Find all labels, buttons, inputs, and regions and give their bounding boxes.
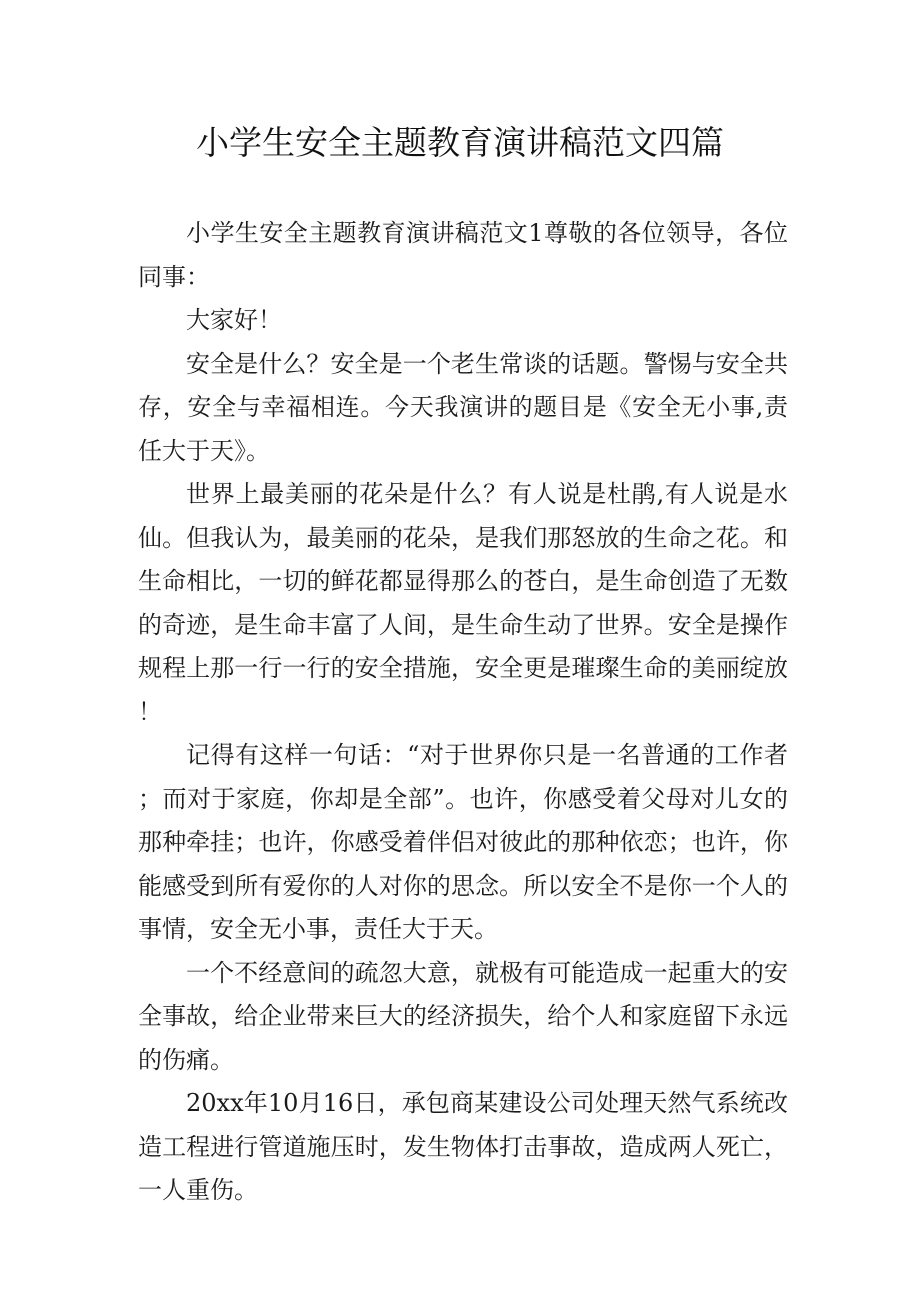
paragraph-what-is-safety: 安全是什么？安全是一个老生常谈的话题。警惕与安全共存，安全与幸福相连。今天我演讲的题目是《安全无小事,责任大于天》。 [138,349,788,465]
paragraph-accident-case: 20xx年10月16日，承包商某建设公司处理天然气系统改造工程进行管道施压时，发生物体打击事故，造成两人死亡，一人重伤。 [138,1089,788,1204]
paragraph-family: 记得有这样一句话：“对于世界你只是一名普通的工作者；而对于家庭，你却是全部”。也许，你感受着父母对儿女的那种牵挂；也许，你感受着伴侣对彼此的那种依恋；也许，你能感受到所有爱你的人对你的思念。所以安全不是你一个人的事情，安全无小事，责任大于天。 [138,741,788,943]
document-body [138,212,788,1213]
paragraph-negligence: 一个不经意间的疏忽大意，就极有可能造成一起重大的安全事故，给企业带来巨大的经济损失，给个人和家庭留下永远的伤痛。 [138,958,788,1074]
paragraph-opening: 小学生安全主题教育演讲稿范文1尊敬的各位领导，各位同事： [138,219,788,291]
paragraph-greeting: 大家好！ [186,306,282,334]
paragraph-flower-of-life: 世界上最美丽的花朵是什么？有人说是杜鹃,有人说是水仙。但我认为，最美丽的花朵，是我们那怒放的生命之花。和生命相比，一切的鲜花都显得那么的苍白，是生命创造了无数的奇迹，是生命丰富了人间，是生命生动了世界。安全是操作规程上那一行一行的安全措施，安全更是璀璨生命的美丽绽放！ [138,480,788,726]
document-title: 小学生安全主题教育演讲稿范文四篇 [196,123,724,162]
